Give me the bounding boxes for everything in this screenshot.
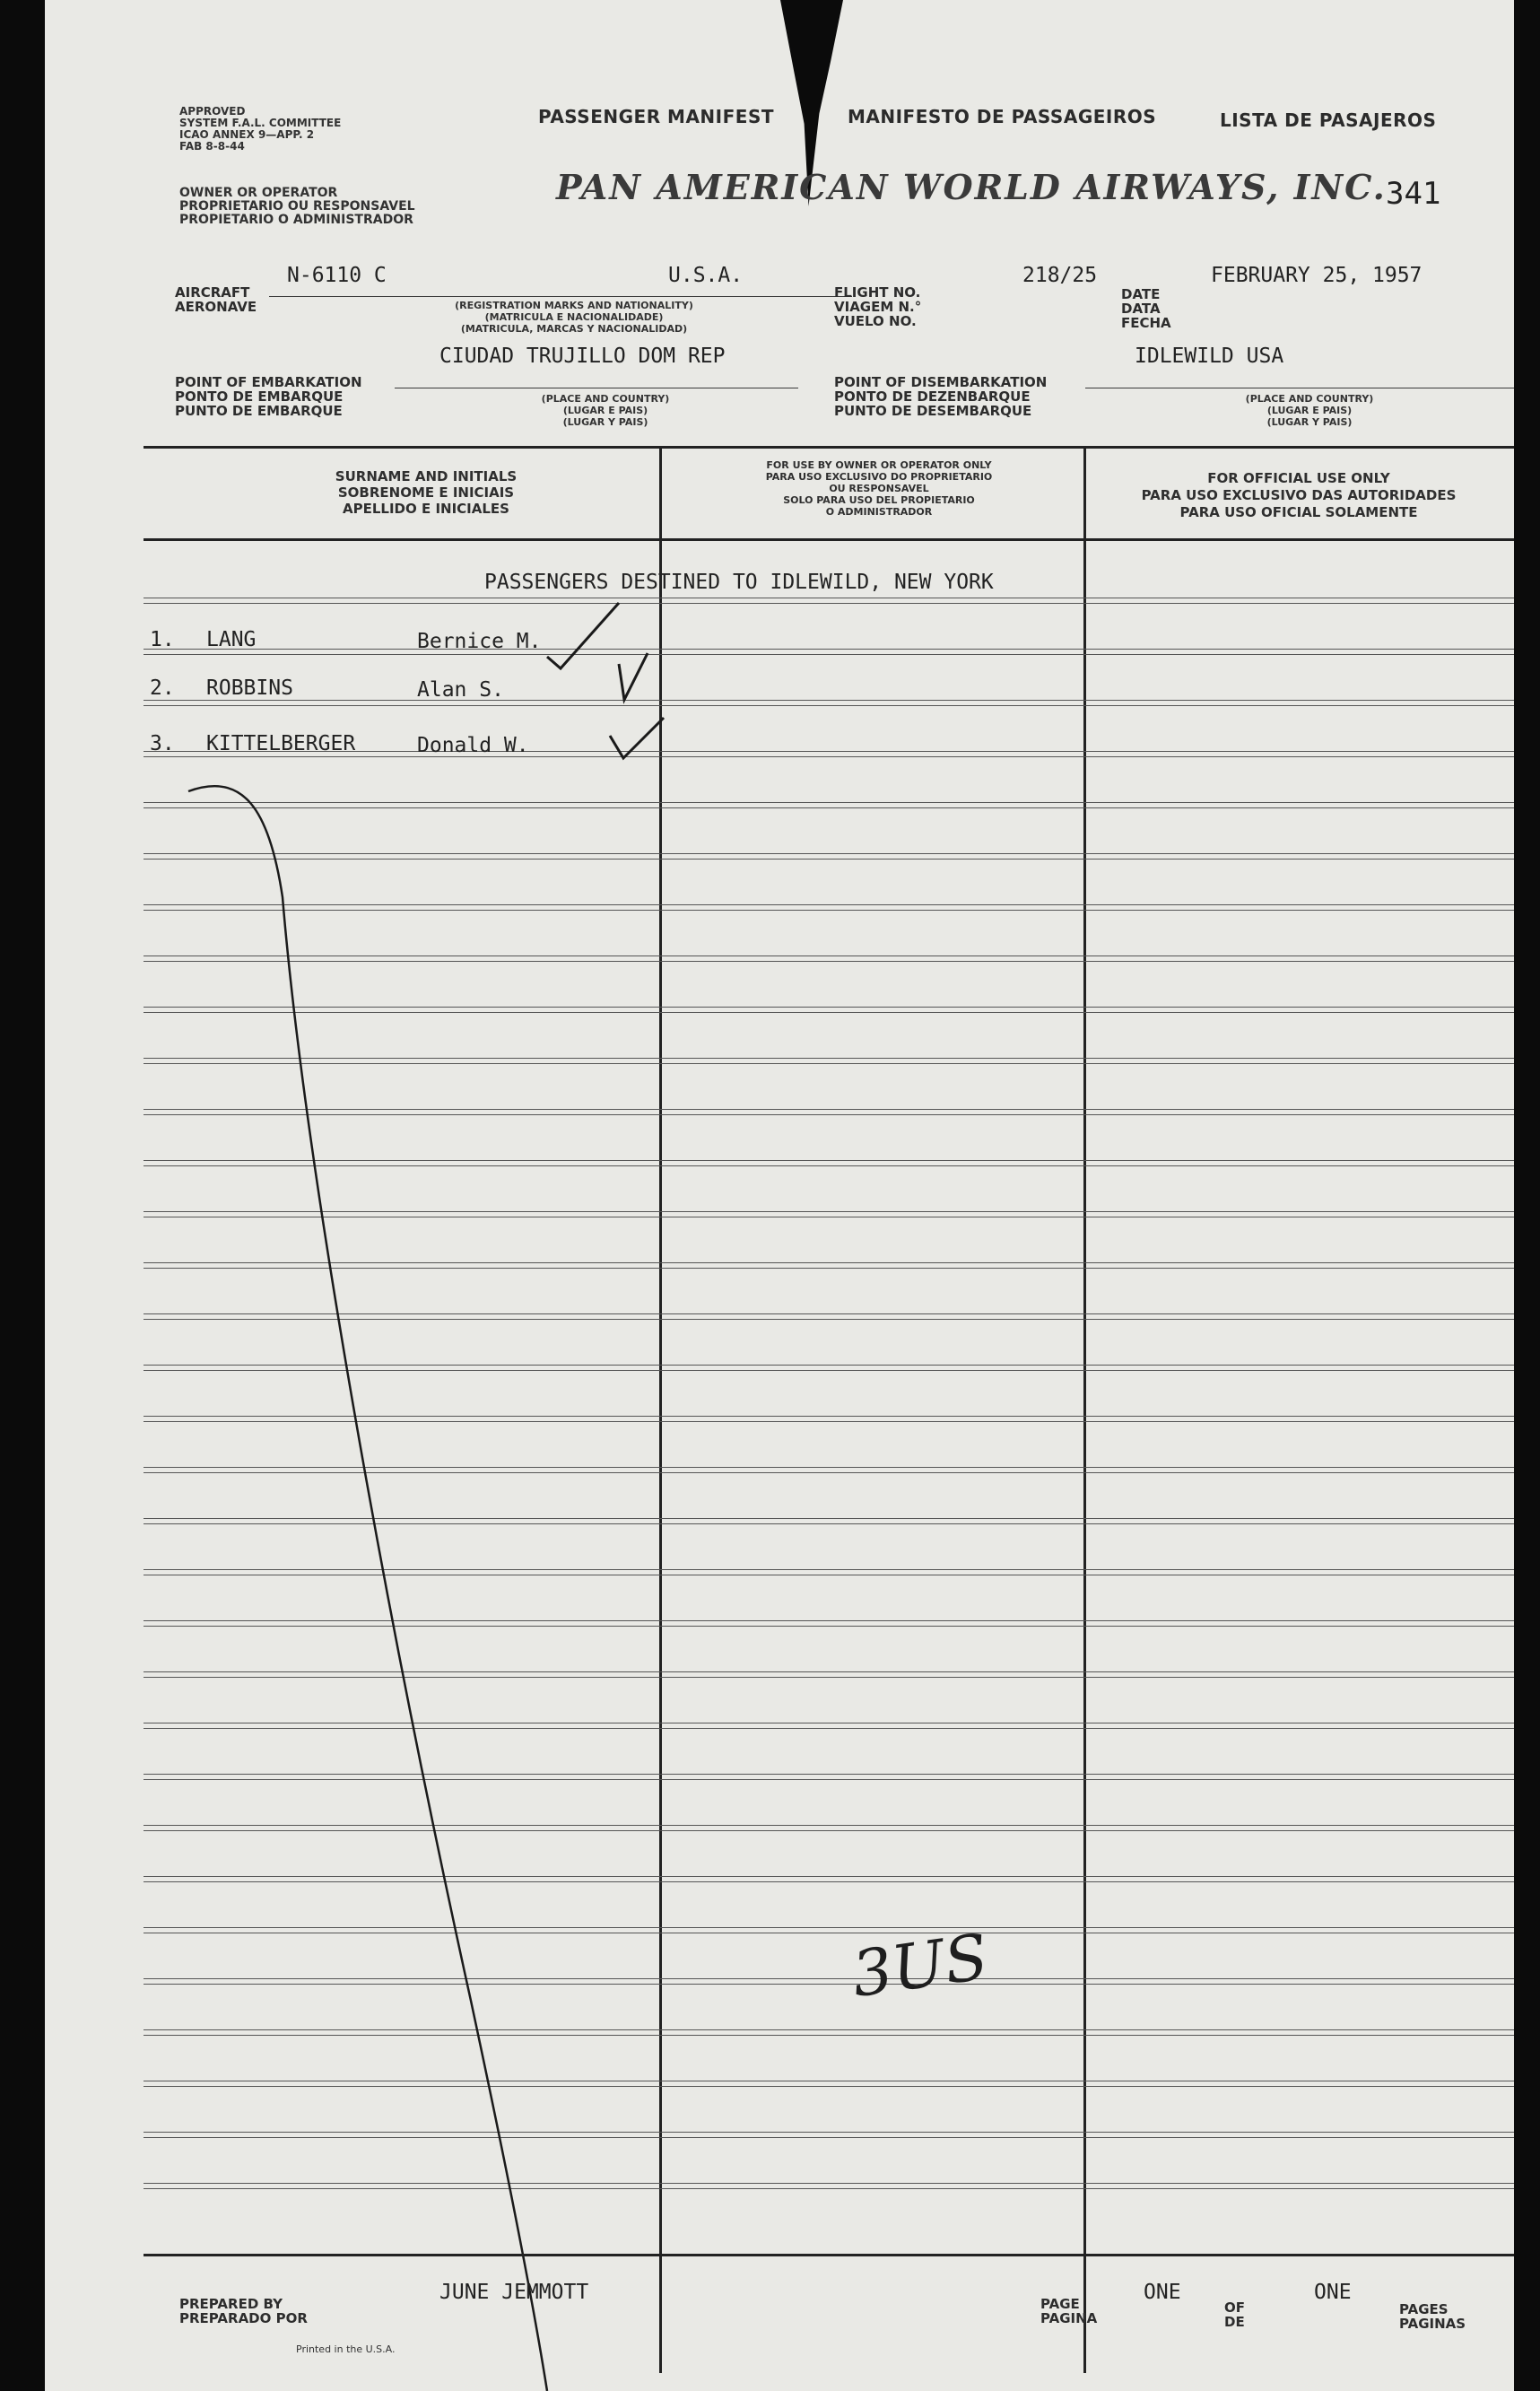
flight-label: FLIGHT NO. VIAGEM N.° VUELO NO. bbox=[834, 284, 922, 329]
date-label: DATE DATA FECHA bbox=[1121, 286, 1171, 331]
page-total: ONE bbox=[1314, 2281, 1352, 2304]
table-bottom-rule bbox=[144, 2254, 1514, 2256]
handwriting-layer bbox=[45, 0, 1514, 2391]
passenger-2-number: 2. bbox=[150, 676, 175, 700]
handwritten-total: 3US bbox=[848, 1919, 993, 2012]
checkmark-3-icon bbox=[610, 718, 664, 758]
pages-label: PAGES PAGINAS bbox=[1399, 2301, 1466, 2332]
passenger-1-surname: LANG bbox=[206, 628, 257, 651]
passenger-1-given: Bernice M. bbox=[417, 630, 542, 653]
prepared-by: JUNE JEMMOTT bbox=[439, 2281, 589, 2304]
page-label: PAGE PAGINA bbox=[1040, 2296, 1098, 2326]
flight-number: 218/25 bbox=[1022, 264, 1098, 287]
disembarkation-place: IDLEWILD USA bbox=[1135, 345, 1284, 368]
aircraft-caption: (REGISTRATION MARKS AND NATIONALITY) (MATRICULA E NACIONALIDADE) (MATRICULA, MARCAS Y NACIONALIDAD) bbox=[455, 300, 693, 335]
page-number: ONE bbox=[1144, 2281, 1181, 2304]
aircraft-registration: N-6110 C bbox=[287, 264, 387, 287]
handwritten-line bbox=[188, 786, 547, 2391]
column-header-official: FOR OFFICIAL USE ONLY PARA USO EXCLUSIVO DAS AUTORIDADES PARA USO OFICIAL SOLAMENTE bbox=[1141, 470, 1457, 520]
checkmark-2-icon bbox=[619, 653, 648, 700]
column-header-name: SURNAME AND INITIALS SOBRENOME E INICIAIS APELLIDO E INICIALES bbox=[335, 468, 518, 517]
title-portuguese: MANIFESTO DE PASSAGEIROS bbox=[848, 106, 1157, 127]
manifest-number: 341 bbox=[1386, 176, 1441, 212]
checkmark-1-icon bbox=[547, 603, 619, 668]
of-label: OF DE bbox=[1224, 2299, 1245, 2330]
prepared-label: PREPARED BY PREPARADO POR bbox=[179, 2296, 308, 2326]
column-header-owner: FOR USE BY OWNER OR OPERATOR ONLY PARA USO EXCLUSIVO DO PROPRIETARIO OU RESPONSAVEL SOLO PARA USO DEL PROPIETARIO O ADMINISTRADOR bbox=[765, 459, 993, 518]
manifest-sheet bbox=[45, 0, 1514, 2391]
owner-label: OWNER OR OPERATOR PROPRIETARIO OU RESPONSAVEL PROPIETARIO O ADMINISTRADOR bbox=[179, 186, 415, 227]
aircraft-label: AIRCRAFT AERONAVE bbox=[175, 284, 257, 315]
title-spanish: LISTA DE PASAJEROS bbox=[1220, 109, 1437, 131]
passenger-1-number: 1. bbox=[150, 628, 175, 651]
flight-date: FEBRUARY 25, 1957 bbox=[1211, 264, 1423, 287]
aircraft-nationality: U.S.A. bbox=[668, 264, 744, 287]
destination-note: PASSENGERS DESTINED TO IDLEWILD, NEW YORK bbox=[484, 571, 994, 594]
printed-note: Printed in the U.S.A. bbox=[296, 2343, 396, 2355]
embarkation-label: POINT OF EMBARKATION PONTO DE EMBARQUE PUNTO DE EMBARQUE bbox=[175, 374, 362, 419]
passenger-3-given: Donald W. bbox=[417, 734, 529, 757]
passenger-3-number: 3. bbox=[150, 732, 175, 755]
embarkation-caption: (PLACE AND COUNTRY) (LUGAR E PAIS) (LUGAR Y PAIS) bbox=[541, 393, 670, 428]
embarkation-place: CIUDAD TRUJILLO DOM REP bbox=[439, 345, 726, 368]
passenger-2-surname: ROBBINS bbox=[206, 676, 293, 700]
title-english: PASSENGER MANIFEST bbox=[538, 106, 774, 127]
approval-block: APPROVED SYSTEM F.A.L. COMMITTEE ICAO ANNEX 9—APP. 2 FAB 8-8-44 bbox=[179, 105, 342, 153]
airline-name: PAN AMERICAN WORLD AIRWAYS, INC. bbox=[556, 167, 1387, 207]
passenger-3-surname: KITTELBERGER bbox=[206, 732, 356, 755]
passenger-2-given: Alan S. bbox=[417, 678, 504, 702]
disembarkation-caption: (PLACE AND COUNTRY) (LUGAR E PAIS) (LUGAR Y PAIS) bbox=[1245, 393, 1374, 428]
disembarkation-label: POINT OF DISEMBARKATION PONTO DE DEZENBARQUE PUNTO DE DESEMBARQUE bbox=[834, 374, 1048, 419]
